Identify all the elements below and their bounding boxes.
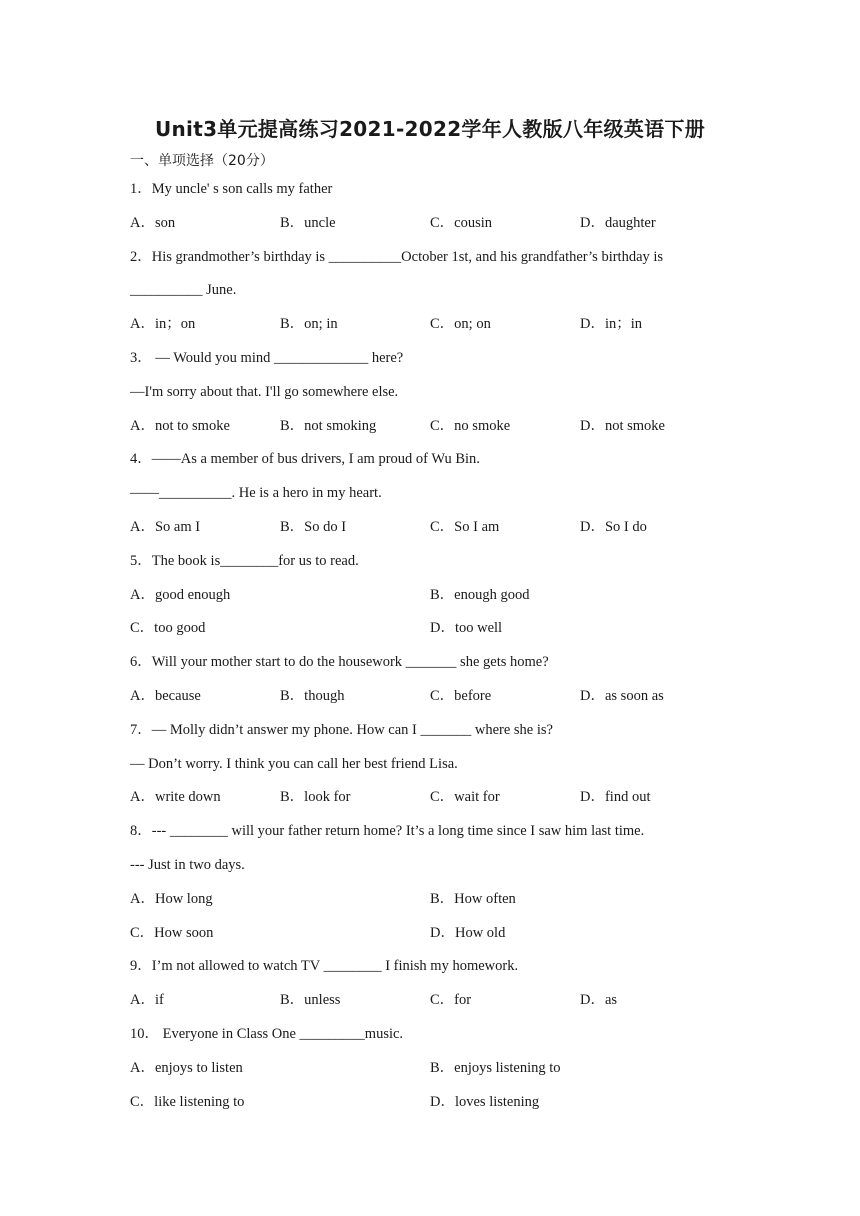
question-stem-line: ——__________. He is a hero in my heart.	[130, 485, 382, 502]
options-row	[130, 514, 750, 548]
option-a[interactable]: A．son	[130, 214, 176, 231]
options-row	[130, 886, 750, 920]
option-b[interactable]: B．unless	[280, 992, 341, 1009]
option-d[interactable]: D．as soon as	[580, 687, 664, 704]
options-row	[130, 1089, 750, 1123]
option-a[interactable]: A．in；on	[130, 316, 196, 333]
question-list	[130, 176, 750, 1122]
option-b[interactable]: B．So do I	[280, 518, 347, 535]
option-d[interactable]: D．How old	[430, 924, 506, 941]
question-1	[130, 176, 750, 244]
question-stem-line: 9．I’m not allowed to watch TV ________ I finish my homework.	[130, 958, 519, 975]
option-c[interactable]: C．cousin	[430, 214, 493, 231]
question-stem-line: 5．The book is________for us to read.	[130, 552, 359, 569]
option-a[interactable]: A．if	[130, 992, 164, 1009]
option-d[interactable]: D．So I do	[580, 518, 647, 535]
question-stem-line: 8．--- ________ will your father return home? It’s a long time since I saw him last time.	[130, 823, 645, 840]
option-c[interactable]: C．too good	[130, 620, 206, 637]
option-d[interactable]: D．as	[580, 992, 618, 1009]
option-b[interactable]: B．not smoking	[280, 417, 377, 434]
question-stem-line: 6．Will your mother start to do the housework _______ she gets home?	[130, 654, 549, 671]
question-stem-line: 2．His grandmother’s birthday is __________October 1st, and his grandfather’s birthday is	[130, 248, 664, 265]
question-10	[130, 1021, 750, 1122]
question-stem-line: 7．— Molly didn’t answer my phone. How can I _______ where she is?	[130, 721, 553, 738]
question-stem-line: 4．——As a member of bus drivers, I am proud of Wu Bin.	[130, 451, 480, 468]
option-d[interactable]: D．in；in	[580, 316, 643, 333]
question-stem-line: 3． — Would you mind _____________ here?	[130, 349, 404, 366]
option-c[interactable]: C．before	[430, 687, 492, 704]
question-3	[130, 345, 750, 446]
option-b[interactable]: B．How often	[430, 890, 516, 907]
option-b[interactable]: B．uncle	[280, 214, 336, 231]
options-row	[130, 582, 750, 616]
options-row	[130, 210, 750, 244]
question-stem-line: __________ June.	[130, 282, 237, 299]
option-d[interactable]: D．find out	[580, 789, 651, 806]
option-b[interactable]: B．though	[280, 687, 345, 704]
option-d[interactable]: D．not smoke	[580, 417, 665, 434]
options-row	[130, 987, 750, 1021]
options-row	[130, 784, 750, 818]
question-7	[130, 717, 750, 818]
question-6	[130, 649, 750, 717]
option-a[interactable]: A．because	[130, 687, 201, 704]
option-a[interactable]: A．enjoys to listen	[130, 1059, 243, 1076]
options-row	[130, 311, 750, 345]
question-stem-line: —I'm sorry about that. I'll go somewhere else.	[130, 383, 399, 400]
question-4	[130, 446, 750, 547]
options-row	[130, 1055, 750, 1089]
page-title: Unit3单元提高练习2021-2022学年人教版八年级英语下册	[154, 117, 706, 141]
option-c[interactable]: C．for	[430, 992, 472, 1009]
question-5	[130, 548, 750, 649]
option-b[interactable]: B．on; in	[280, 316, 338, 333]
options-row	[130, 413, 750, 447]
question-9	[130, 953, 750, 1021]
option-c[interactable]: C．like listening to	[130, 1093, 245, 1110]
option-a[interactable]: A．So am I	[130, 518, 201, 535]
options-row	[130, 683, 750, 717]
option-d[interactable]: D．too well	[430, 620, 503, 637]
section-heading: 一、单项选择（20分）	[130, 153, 274, 169]
question-8	[130, 818, 750, 953]
option-c[interactable]: C．So I am	[430, 518, 500, 535]
option-c[interactable]: C．How soon	[130, 924, 214, 941]
option-c[interactable]: C．on; on	[430, 316, 491, 333]
option-a[interactable]: A．good enough	[130, 586, 231, 603]
question-stem-line: --- Just in two days.	[130, 856, 245, 873]
options-row	[130, 615, 750, 649]
option-d[interactable]: D．loves listening	[430, 1093, 540, 1110]
option-c[interactable]: C．no smoke	[430, 417, 511, 434]
question-stem-line: 1．My uncle' s son calls my father	[130, 181, 333, 197]
option-b[interactable]: B．enjoys listening to	[430, 1059, 561, 1076]
question-stem-line: — Don’t worry. I think you can call her best friend Lisa.	[130, 755, 458, 772]
option-a[interactable]: A．write down	[130, 789, 221, 806]
options-row	[130, 920, 750, 954]
option-a[interactable]: A．How long	[130, 890, 213, 907]
question-2	[130, 244, 750, 345]
option-a[interactable]: A．not to smoke	[130, 417, 230, 434]
option-b[interactable]: B．enough good	[430, 586, 530, 603]
option-c[interactable]: C．wait for	[430, 789, 500, 806]
option-b[interactable]: B．look for	[280, 789, 351, 806]
question-stem-line: 10． Everyone in Class One _________music.	[130, 1025, 404, 1042]
option-d[interactable]: D．daughter	[580, 214, 656, 231]
